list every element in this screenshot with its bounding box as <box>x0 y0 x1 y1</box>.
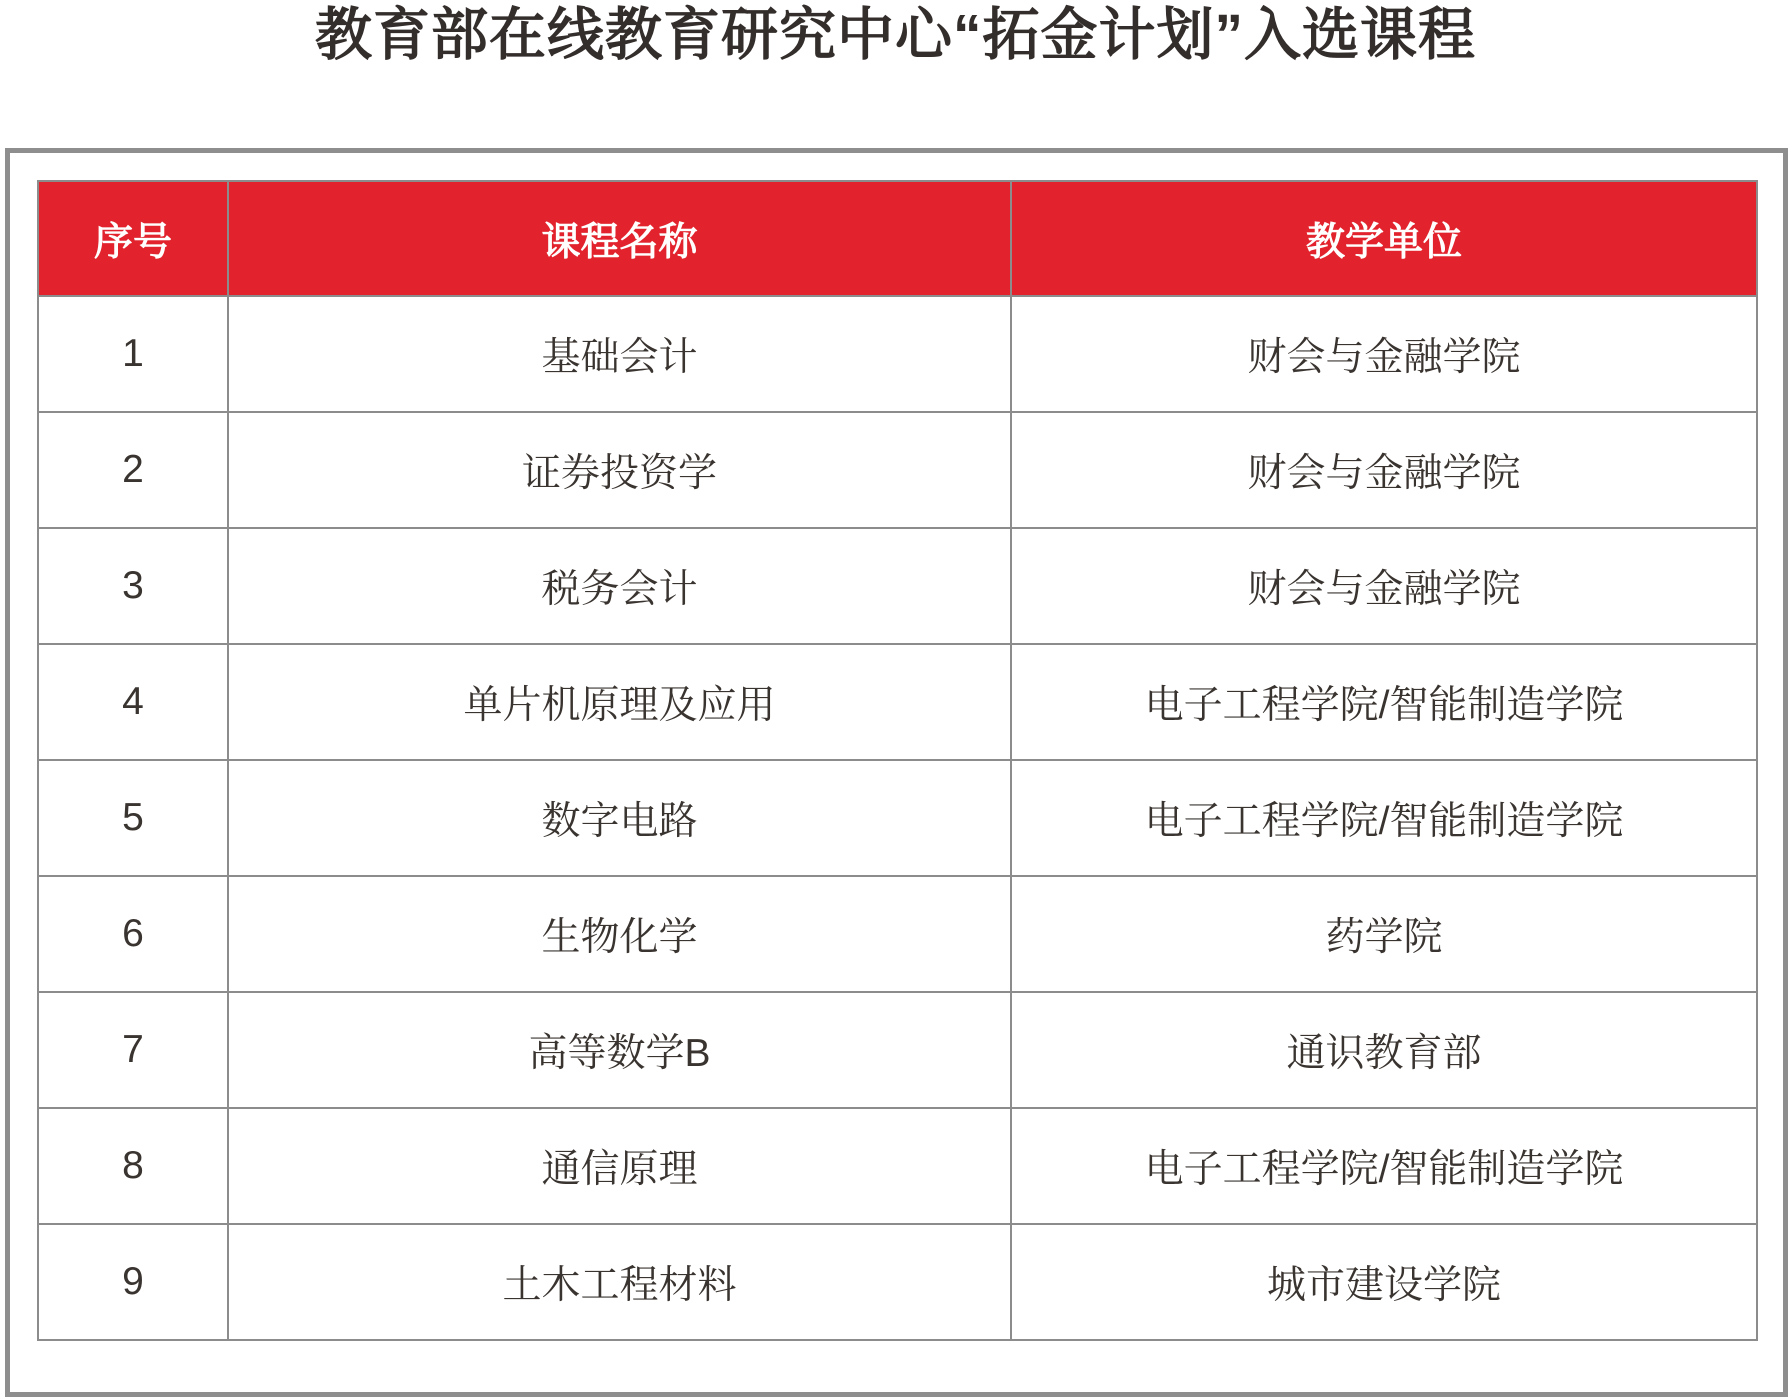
page-title: 教育部在线教育研究中心“拓金计划”入选课程 <box>315 3 1476 67</box>
row-number-cell: 7 <box>38 992 228 1108</box>
row-number-cell: 3 <box>38 528 228 644</box>
course-name-cell: 土木工程材料 <box>228 1224 1011 1340</box>
teaching-unit-cell: 财会与金融学院 <box>1011 296 1757 412</box>
row-number-cell: 8 <box>38 1108 228 1224</box>
table-row <box>38 1224 1757 1340</box>
table-row <box>38 1108 1757 1224</box>
header-row <box>38 181 1757 296</box>
column-header-course-name: 课程名称 <box>228 181 1011 296</box>
table-row <box>38 644 1757 760</box>
course-name-cell: 通信原理 <box>228 1108 1011 1224</box>
course-name-cell: 高等数学B <box>228 992 1011 1108</box>
teaching-unit-cell: 财会与金融学院 <box>1011 412 1757 528</box>
row-number-cell: 1 <box>38 296 228 412</box>
course-name-cell: 数字电路 <box>228 760 1011 876</box>
teaching-unit-cell: 城市建设学院 <box>1011 1224 1757 1340</box>
courses-table <box>37 180 1758 1341</box>
table-header <box>38 181 1757 296</box>
outer-frame <box>5 148 1788 1397</box>
row-number-cell: 9 <box>38 1224 228 1340</box>
course-name-cell: 基础会计 <box>228 296 1011 412</box>
row-number-cell: 5 <box>38 760 228 876</box>
course-name-cell: 生物化学 <box>228 876 1011 992</box>
column-header-teaching-unit: 教学单位 <box>1011 181 1757 296</box>
table-row <box>38 296 1757 412</box>
course-name-cell: 税务会计 <box>228 528 1011 644</box>
teaching-unit-cell: 财会与金融学院 <box>1011 528 1757 644</box>
teaching-unit-cell: 电子工程学院/智能制造学院 <box>1011 644 1757 760</box>
row-number-cell: 2 <box>38 412 228 528</box>
table-body <box>38 296 1757 1340</box>
row-number-cell: 6 <box>38 876 228 992</box>
teaching-unit-cell: 电子工程学院/智能制造学院 <box>1011 760 1757 876</box>
table-row <box>38 876 1757 992</box>
teaching-unit-cell: 药学院 <box>1011 876 1757 992</box>
teaching-unit-cell: 通识教育部 <box>1011 992 1757 1108</box>
table-row <box>38 992 1757 1108</box>
teaching-unit-cell: 电子工程学院/智能制造学院 <box>1011 1108 1757 1224</box>
course-name-cell: 证券投资学 <box>228 412 1011 528</box>
column-header-number: 序号 <box>38 181 228 296</box>
table-row <box>38 760 1757 876</box>
table-row <box>38 528 1757 644</box>
course-name-cell: 单片机原理及应用 <box>228 644 1011 760</box>
row-number-cell: 4 <box>38 644 228 760</box>
table-row <box>38 412 1757 528</box>
